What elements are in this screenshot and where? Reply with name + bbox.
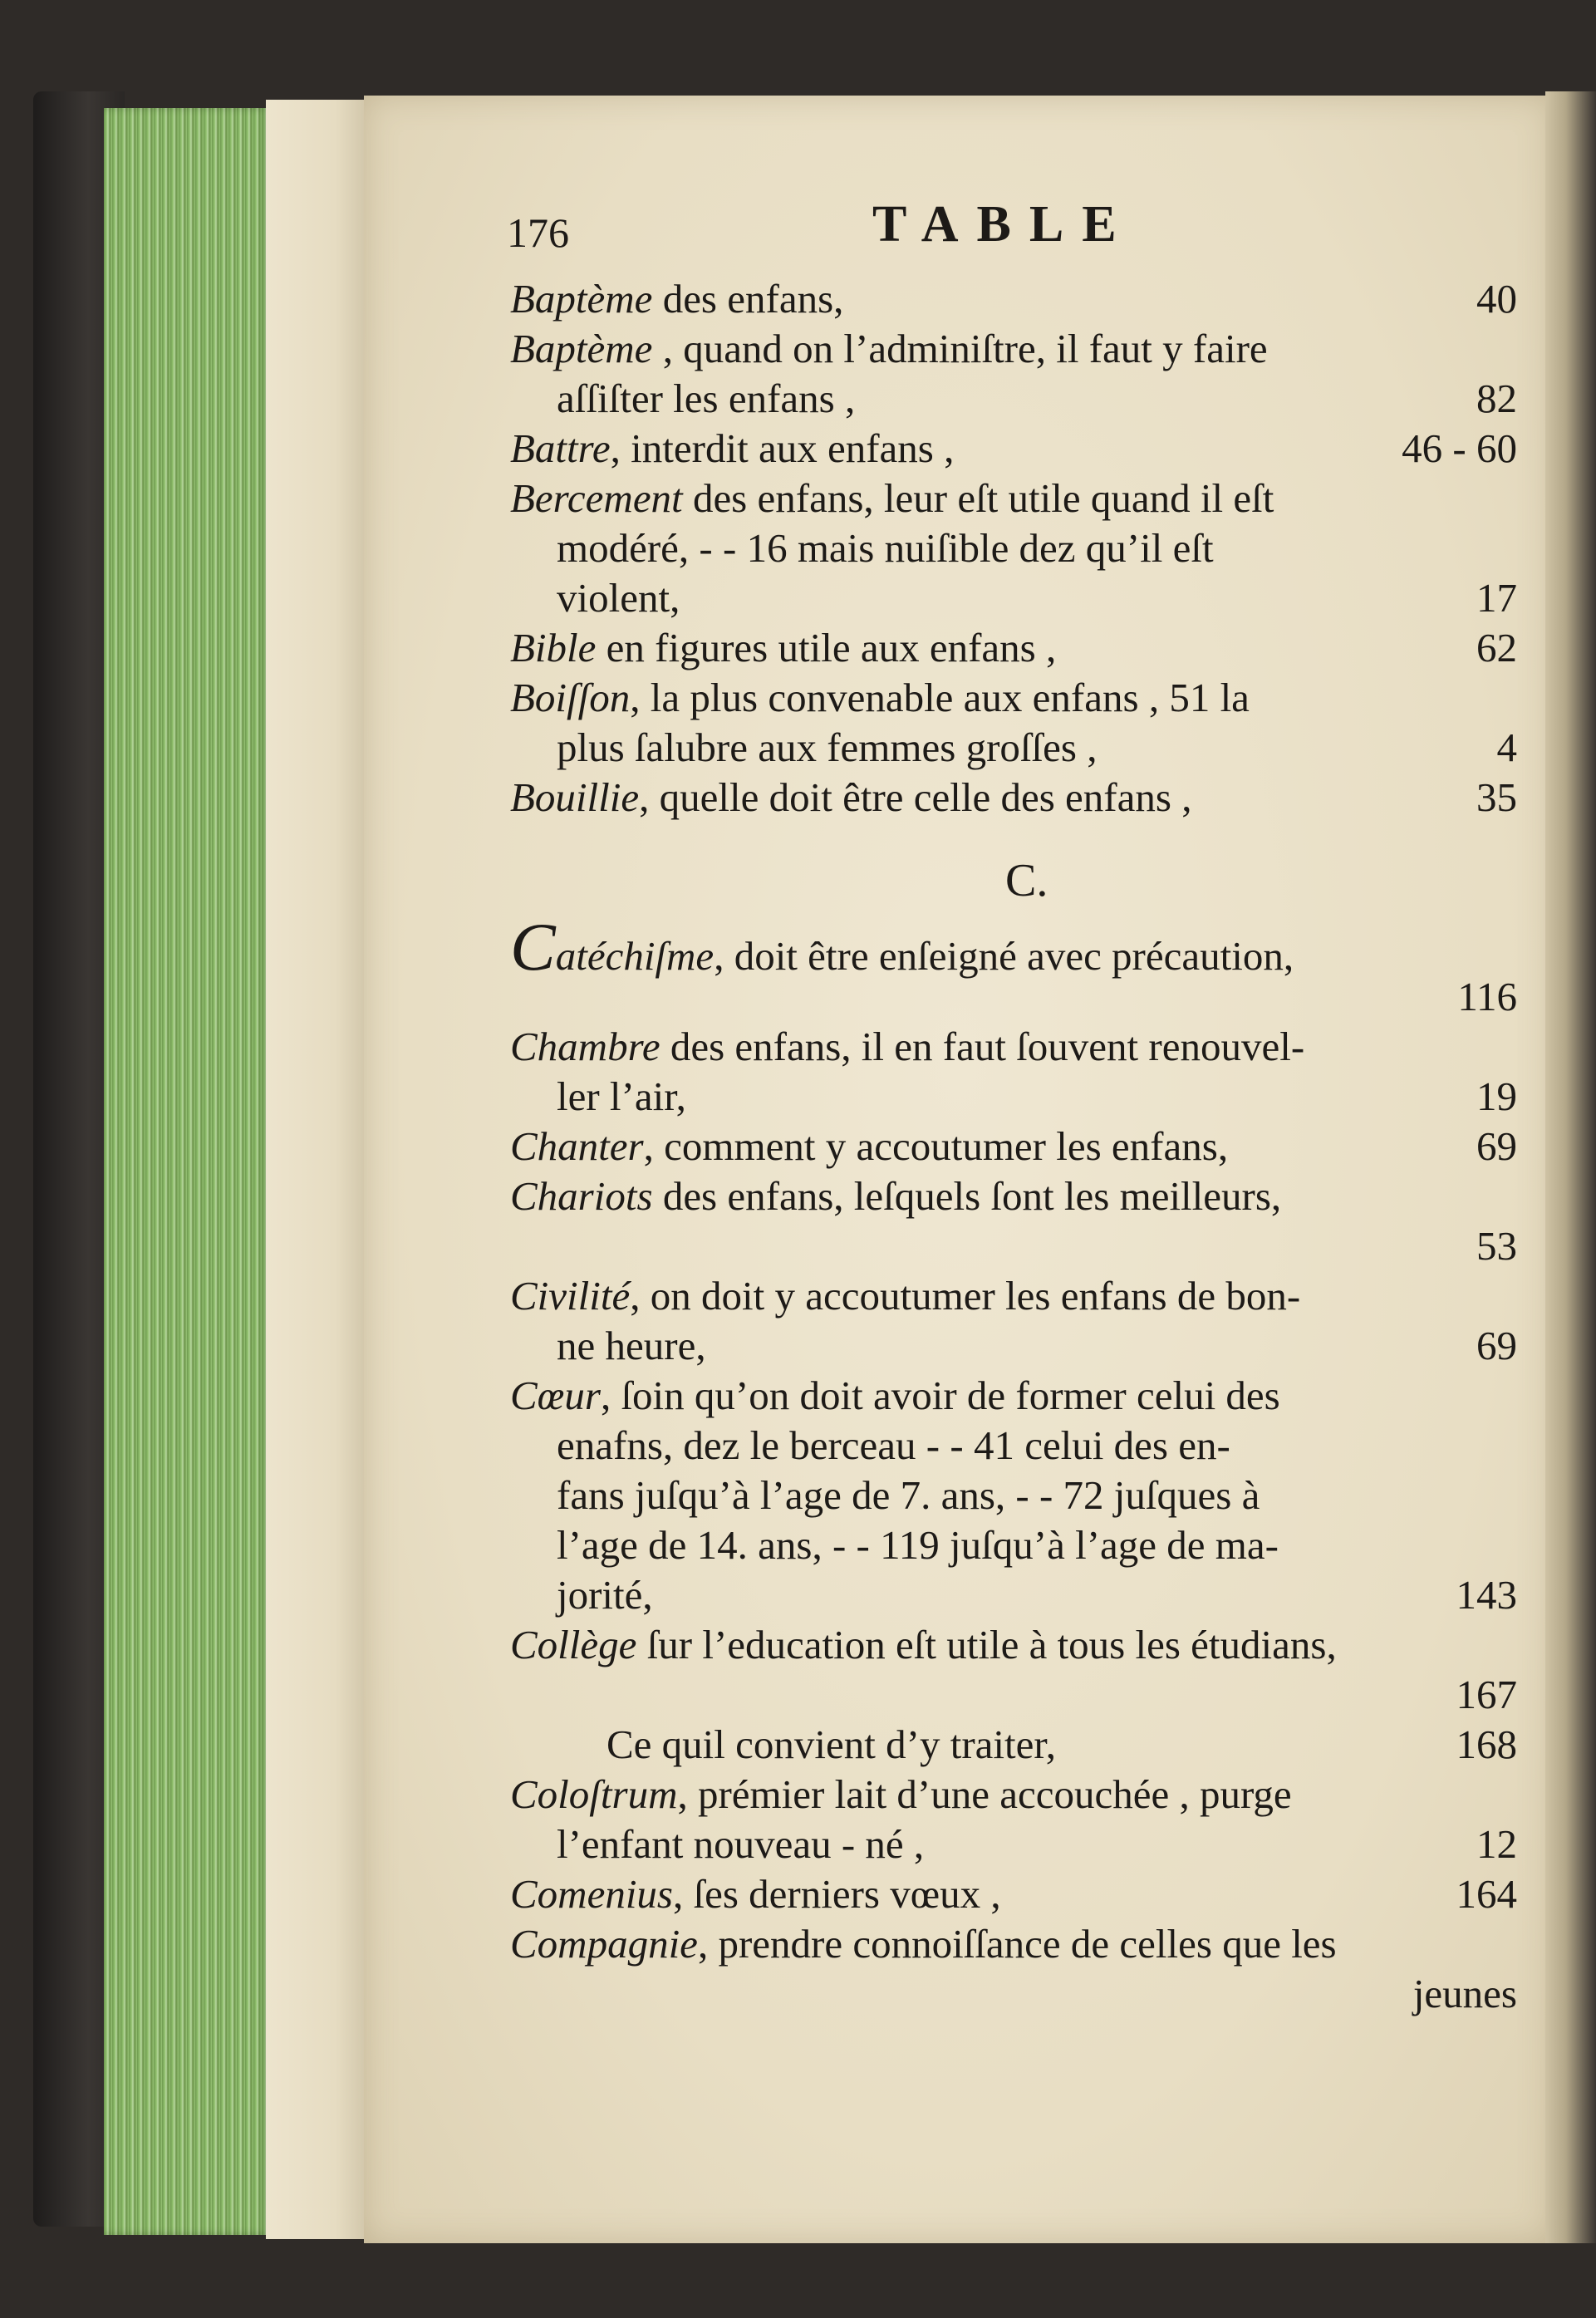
page-right-edge bbox=[1545, 91, 1596, 2243]
entry-text bbox=[557, 1321, 706, 1371]
entry-text bbox=[510, 1171, 1281, 1221]
index-line bbox=[498, 1720, 1529, 1770]
entry-text bbox=[510, 673, 1250, 723]
page-reference: 12 bbox=[1476, 1821, 1517, 1867]
entry-text bbox=[510, 424, 954, 474]
entry-text bbox=[510, 1371, 1280, 1421]
page-reference: 46 - 60 bbox=[1402, 425, 1517, 471]
index-line bbox=[498, 424, 1529, 474]
entry-description: des enfans, leur eſt utile quand il eſt bbox=[682, 475, 1274, 521]
page-reference: 164 bbox=[1456, 1871, 1517, 1917]
index-line bbox=[498, 1670, 1529, 1720]
page-reference: 53 bbox=[1476, 1223, 1517, 1269]
entry-text bbox=[557, 1421, 1230, 1471]
entry-text bbox=[557, 1570, 653, 1620]
entry-keyword: Boiſſon bbox=[510, 675, 631, 720]
flyleaf bbox=[266, 100, 367, 2239]
entry-description: jorité, bbox=[557, 1572, 653, 1618]
index-line bbox=[498, 1271, 1529, 1321]
index-line bbox=[498, 1371, 1529, 1421]
index-line bbox=[498, 324, 1529, 374]
entry-text bbox=[510, 1869, 1001, 1919]
index-line bbox=[498, 474, 1529, 523]
index-line bbox=[498, 773, 1529, 823]
index-line bbox=[498, 523, 1529, 573]
entry-text bbox=[557, 523, 1214, 573]
page-reference: 168 bbox=[1456, 1721, 1517, 1767]
entry-description: , on doit y accoutumer les enfans de bon- bbox=[630, 1273, 1301, 1319]
index-line bbox=[498, 1570, 1529, 1620]
index-line bbox=[498, 374, 1529, 424]
index-line bbox=[498, 972, 1529, 1022]
entry-description: , comment y accoutumer les enfans, bbox=[643, 1123, 1229, 1169]
page-reference: 143 bbox=[1456, 1572, 1517, 1618]
index-line bbox=[498, 274, 1529, 324]
entry-description: Ce quil convient d’y traiter, bbox=[606, 1721, 1056, 1767]
entry-keyword: Civilité bbox=[510, 1273, 631, 1319]
entry-text bbox=[510, 1919, 1337, 1969]
entry-keyword: Comenius bbox=[510, 1871, 673, 1917]
entry-description: des enfans, leſquels ſont les meilleurs, bbox=[652, 1173, 1282, 1219]
entry-keyword: Bible bbox=[510, 625, 597, 670]
page-reference: 19 bbox=[1476, 1073, 1517, 1119]
entry-keyword: Chanter bbox=[510, 1123, 644, 1169]
entry-keyword: Bercement bbox=[510, 475, 683, 521]
entry-text bbox=[510, 474, 1274, 523]
page-header bbox=[498, 196, 1529, 274]
entry-keyword: Battre bbox=[510, 425, 611, 471]
entry-description: , prémier lait d’une accouchée , purge bbox=[677, 1771, 1292, 1817]
index-line bbox=[498, 1620, 1529, 1670]
entry-keyword: atéchiſme bbox=[555, 933, 715, 979]
index-line bbox=[498, 1969, 1529, 2019]
section-letter bbox=[498, 823, 1529, 922]
entry-text bbox=[510, 274, 843, 324]
page-reference: 116 bbox=[1457, 974, 1517, 1019]
index-line bbox=[498, 723, 1529, 773]
entry-text bbox=[510, 324, 1268, 374]
entry-text bbox=[510, 1022, 1304, 1072]
initial-letter: C bbox=[510, 909, 556, 985]
entry-description: l’enfant nouveau - né , bbox=[557, 1821, 925, 1867]
page-content bbox=[498, 196, 1529, 2243]
entry-keyword: Compagnie bbox=[510, 1921, 698, 1967]
entry-description: en figures utile aux enfans , bbox=[596, 625, 1057, 670]
page-reference: jeunes bbox=[1412, 1971, 1517, 2016]
index-line bbox=[498, 1770, 1529, 1820]
entry-description: ne heure, bbox=[557, 1323, 706, 1368]
index-line bbox=[498, 1421, 1529, 1471]
entry-text bbox=[557, 723, 1097, 773]
page-title: TABLE bbox=[872, 196, 1135, 253]
entry-text bbox=[557, 573, 680, 623]
entry-keyword: Chambre bbox=[510, 1024, 660, 1069]
entry-description: violent, bbox=[557, 575, 680, 621]
entry-description: enafns, dez le berceau - - 41 celui des en- bbox=[557, 1422, 1230, 1468]
entry-description: l’age de 14. ans, - - 119 juſqu’à l’age de ma- bbox=[557, 1522, 1279, 1568]
index-line bbox=[498, 1122, 1529, 1171]
entry-text bbox=[557, 1471, 1260, 1520]
index-line bbox=[498, 673, 1529, 723]
entry-text bbox=[510, 1122, 1228, 1171]
index-line bbox=[498, 1919, 1529, 1969]
entry-description: , interdit aux enfans , bbox=[610, 425, 955, 471]
entry-description: ler l’air, bbox=[557, 1073, 686, 1119]
page-reference: 82 bbox=[1476, 376, 1517, 421]
entry-description: aſſiſter les enfans , bbox=[557, 376, 856, 421]
entry-text bbox=[510, 1620, 1337, 1670]
entry-keyword: Bouillie bbox=[510, 774, 640, 820]
page-reference: 17 bbox=[1476, 575, 1517, 621]
index-line bbox=[498, 1471, 1529, 1520]
index-line bbox=[498, 1520, 1529, 1570]
entry-text bbox=[510, 773, 1191, 823]
entry-text bbox=[606, 1720, 1056, 1770]
index-entries-c bbox=[498, 909, 1529, 2019]
entry-description: modéré, - - 16 mais nuiſible dez qu’il eſt bbox=[557, 525, 1214, 571]
entry-text bbox=[510, 1271, 1300, 1321]
entry-description: des enfans, il en faut ſouvent renouvel- bbox=[660, 1024, 1305, 1069]
page-reference: 62 bbox=[1476, 625, 1517, 670]
entry-description: , prendre connoiſſance de celles que les bbox=[697, 1921, 1337, 1967]
entry-text bbox=[510, 623, 1056, 673]
index-line bbox=[498, 1221, 1529, 1271]
entry-description: , la plus convenable aux enfans , 51 la bbox=[630, 675, 1250, 720]
entry-text bbox=[557, 1520, 1279, 1570]
page-reference: 69 bbox=[1476, 1323, 1517, 1368]
entry-description: ſur l’education eſt utile à tous les étudians, bbox=[636, 1622, 1337, 1667]
entry-text bbox=[557, 1072, 686, 1122]
index-line bbox=[498, 1022, 1529, 1072]
index-entries-b bbox=[498, 274, 1529, 823]
page-reference: 69 bbox=[1476, 1123, 1517, 1169]
index-line bbox=[498, 1321, 1529, 1371]
section-letter-c: C. bbox=[1005, 855, 1048, 906]
entry-description: , doit être enſeigné avec précaution, bbox=[714, 933, 1294, 979]
index-line bbox=[498, 1820, 1529, 1869]
entry-keyword: Coloſtrum bbox=[510, 1771, 678, 1817]
entry-text bbox=[557, 1820, 924, 1869]
entry-keyword: Baptème bbox=[510, 276, 653, 322]
entry-description: , ſoin qu’on doit avoir de former celui des bbox=[600, 1373, 1280, 1418]
index-line bbox=[498, 623, 1529, 673]
entry-description: plus ſalubre aux femmes groſſes , bbox=[557, 724, 1098, 770]
entry-keyword: Cœur bbox=[510, 1373, 601, 1418]
entry-keyword: Chariots bbox=[510, 1173, 653, 1219]
entry-text bbox=[510, 1770, 1292, 1820]
index-line bbox=[498, 1869, 1529, 1919]
entry-description: fans juſqu’à l’age de 7. ans, - - 72 juſques à bbox=[557, 1472, 1260, 1518]
page-reference: 167 bbox=[1456, 1672, 1517, 1717]
entry-text bbox=[557, 374, 855, 424]
page-edges bbox=[104, 108, 270, 2235]
index-line bbox=[498, 909, 1529, 985]
entry-keyword: Collège bbox=[510, 1622, 637, 1667]
entry-description: des enfans, bbox=[652, 276, 844, 322]
page-number: 176 bbox=[507, 209, 569, 256]
entry-keyword: Baptème bbox=[510, 326, 653, 371]
entry-description: , quand on l’adminiſtre, il faut y faire bbox=[652, 326, 1268, 371]
entry-description: , ſes derniers vœux , bbox=[673, 1871, 1001, 1917]
entry-description: , quelle doit être celle des enfans , bbox=[639, 774, 1192, 820]
index-line bbox=[498, 1072, 1529, 1122]
index-line bbox=[498, 573, 1529, 623]
index-line bbox=[498, 1171, 1529, 1221]
page-reference: 4 bbox=[1496, 724, 1517, 770]
page-reference: 35 bbox=[1476, 774, 1517, 820]
page-reference: 40 bbox=[1476, 276, 1517, 322]
